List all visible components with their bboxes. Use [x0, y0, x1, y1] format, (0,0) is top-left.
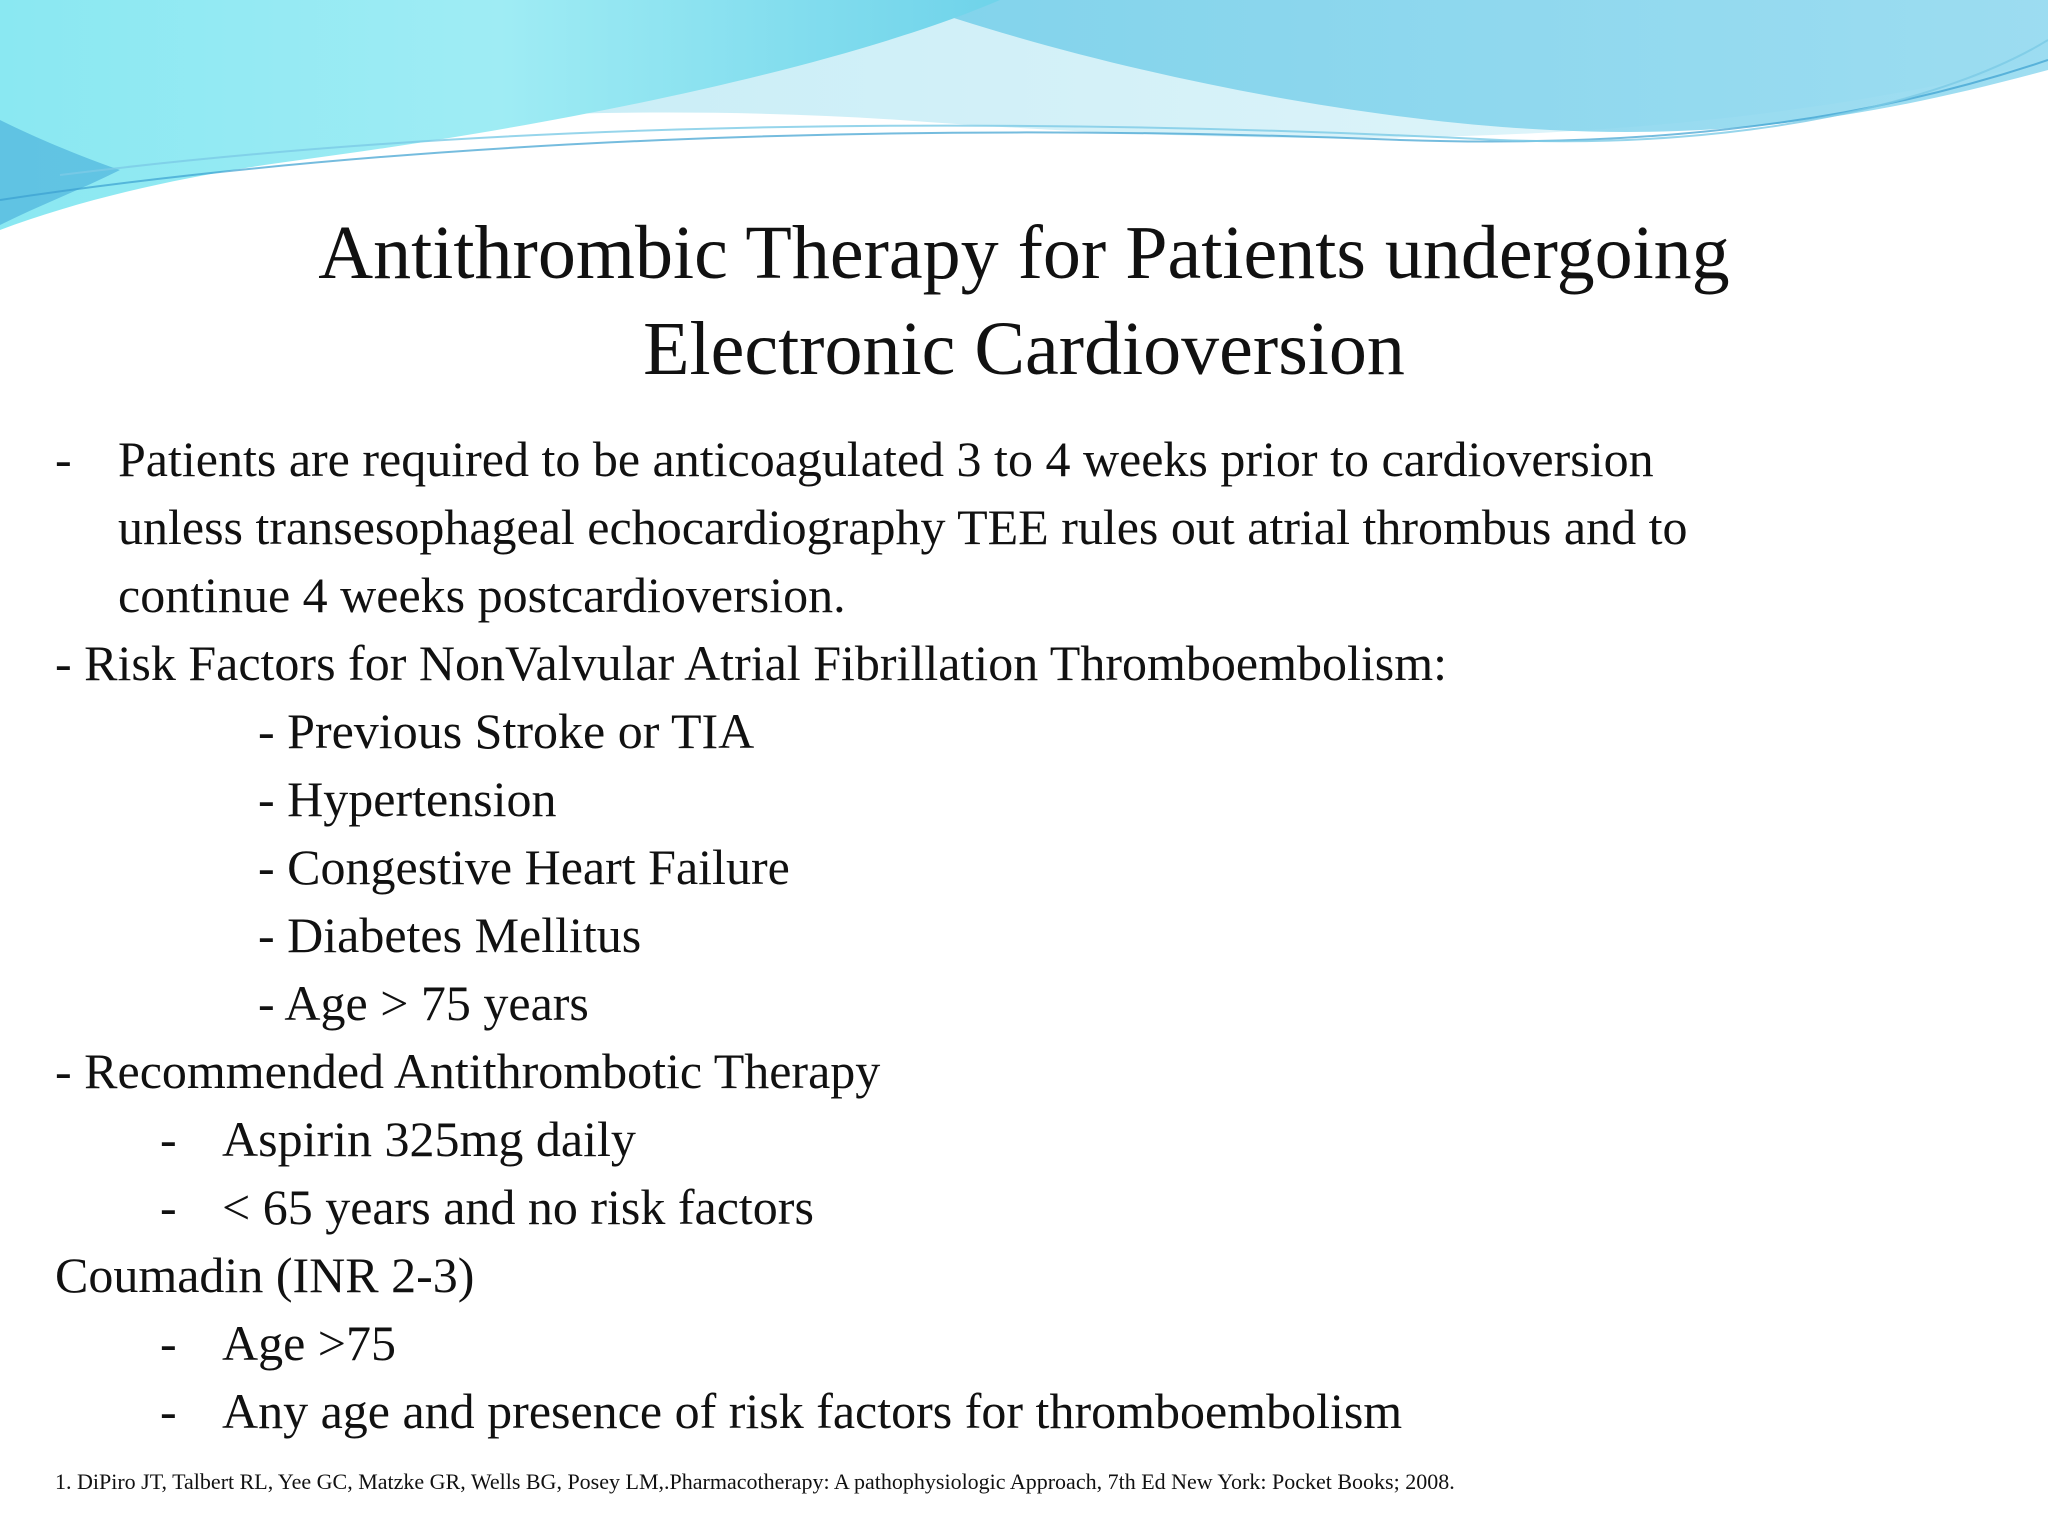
bullet-marker: -: [160, 1179, 177, 1235]
risk-factor-item: - Previous Stroke or TIA: [258, 703, 755, 759]
bullet-marker: -: [160, 1383, 177, 1439]
paragraph-line: unless transesophageal echocardiography TEE rules out atrial thrombus and to: [118, 499, 1688, 555]
coumadin-item: Any age and presence of risk factors for thromboembolism: [222, 1383, 1403, 1439]
aspirin-item: < 65 years and no risk factors: [222, 1179, 814, 1235]
bullet-marker: -: [55, 431, 72, 487]
coumadin-item: Age >75: [222, 1315, 396, 1371]
coumadin-heading: Coumadin (INR 2-3): [55, 1247, 475, 1303]
title-line-2: Electronic Cardioversion: [643, 307, 1405, 391]
risk-factor-item: - Hypertension: [258, 771, 557, 827]
risk-factor-item: - Age > 75 years: [258, 975, 589, 1031]
paragraph-line: continue 4 weeks postcardioversion.: [118, 567, 846, 623]
aspirin-item: Aspirin 325mg daily: [222, 1111, 636, 1167]
reference-citation: 1. DiPiro JT, Talbert RL, Yee GC, Matzke GR, Wells BG, Posey LM,.Pharmacotherapy: A pathophysiologic Approach, 7th Ed New York: Pocket Books; 2008.: [55, 1469, 1455, 1494]
title-line-1: Antithrombic Therapy for Patients undergoing: [318, 211, 1730, 295]
risk-factors-heading: - Risk Factors for NonValvular Atrial Fibrillation Thromboembolism:: [55, 635, 1447, 691]
paragraph-line: Patients are required to be anticoagulated 3 to 4 weeks prior to cardioversion: [118, 431, 1654, 487]
therapy-heading: - Recommended Antithrombotic Therapy: [55, 1043, 881, 1099]
bullet-marker: -: [160, 1315, 177, 1371]
bullet-marker: -: [160, 1111, 177, 1167]
risk-factor-item: - Diabetes Mellitus: [258, 907, 642, 963]
header-wave-decoration: [0, 0, 2048, 240]
risk-factor-item: - Congestive Heart Failure: [258, 839, 790, 895]
